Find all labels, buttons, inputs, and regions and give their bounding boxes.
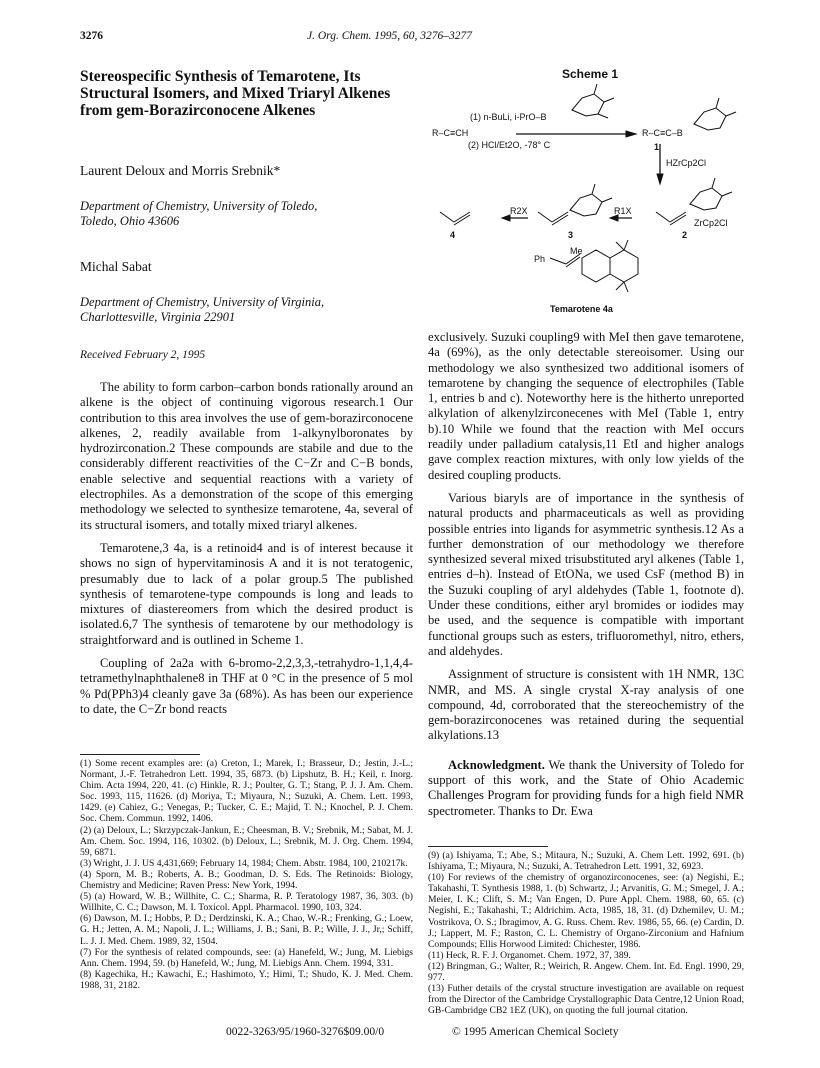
footnote: (12) Bringman, G.; Walter, R.; Weirich, R. Angew. Chem. Int. Ed. Engl. 1990, 29, 977. — [428, 960, 744, 984]
scheme-me: Me — [570, 246, 583, 256]
scheme-1 — [432, 62, 744, 322]
paragraph: The ability to form carbon–carbon bonds rationally around an alkene is the object of continuing vigorous research.1 Our contribution to this area involves the use of gem-borazirconocene alkenes, 2, readily available from 1-alkynylboronates by hydrozirconation.2 These compounds are stabile and due to the considerably different reactivities of the C−Zr and C−B bonds, enable selective and sequential reactions with a variety of electrophiles. As a demonstration of the scope of this emerging methodology we selected to synthesize temarotene, 4a, several of its structural isomers, and totally mixed triaryl alkenes. — [80, 380, 413, 532]
footnote: (1) Some recent examples are: (a) Creton, I.; Marek, I.; Brasseur, D.; Jestin, J.-L.; Normant, J.-F. Tetrahedron Lett. 1994, 35, 6873. (b) Lipshutz, B. H.; Keil, r. Inorg. Chim. Acta 1994, 220, 41. (c) Hinkle, R. J.; Poulter, G. T.; Stang, P. J. J. Am. Chem. Soc. 1993, 115, 11626. (d) Moriya, T.; Miyaura, N.; Suzuki, A. Chem. Lett. 1993, 1429. (e) Cahiez, G.; Venegas, P.; Tucker, C. E.; Majid, T. N.; Knochel, P. J. Chem. Soc. Chem. Commun. 1992, 1406. — [80, 758, 413, 825]
reaction-scheme-diagram — [432, 62, 744, 322]
footnote: (2) (a) Deloux, L.; Skrzypczak-Jankun, E.; Cheesman, B. V.; Srebnik, M.; Sabat, M. J. Am. Chem. Soc. 1994, 116, 10302. (b) Deloux, L.; Srebnik, M. J. Org. Chem. 1994, 59, 6871. — [80, 824, 413, 858]
compound-label-2: 2 — [682, 230, 688, 240]
footnote: (11) Heck, R. F. J. Organomet. Chem. 1972, 37, 389. — [428, 949, 631, 961]
paragraph: Assignment of structure is consistent with 1H NMR, 13C NMR, and MS. A single crystal X-ray analysis of one compound, 4d, corroborated that the stereochemistry of the gem-borazirconocenes was retained during the sequential alkylations.13 — [428, 667, 744, 743]
paragraph: Temarotene,3 4a, is a retinoid4 and is of interest because it shows no sign of hypervitaminosis A and it is not teratogenic, presumably due to lack of a polar group.5 The published synthesis of temarotene-type compounds is long and leads to mixtures of diastereomers from which the desired product is isolated.6,7 The synthesis of temarotene by our methodology is straightforward and is outlined in Scheme 1. — [80, 540, 413, 647]
paragraph: Various biaryls are of importance in the synthesis of natural products and pharmaceuticals as well as providing possible entries into ligands for asymmetric synthesis.12 As a further demonstration of our methodology we therefore synthesized several mixed trisubstituted aryl alkenes (Table 1, entries d–h). Instead of EtONa, we used CsF (method B) in the Suzuki coupling of aryl aldehydes (Table 1, footnote d). Under these conditions, either aryl bromides or iodides may be used, and the sequence is compatible with important functional groups such as esters, trifluoromethyl, nitro, ethers, and aldehydes. — [428, 490, 744, 658]
right-body — [428, 330, 744, 819]
footnote: (9) (a) Ishiyama, T.; Abe, S.; Mitaura, N.; Suzuki, A. Chem Lett. 1992, 691. (b) Ishiyama, T.; Miyaura, N.; Suzuki, A. Tetrahedron Lett. 1991, 32, 6923. — [428, 850, 744, 873]
paragraph: Coupling of 2a2a with 6-bromo-2,2,3,3,-tetrahydro-1,1,4,4-tetramethylnaphthalene8 in THF at 0 °C in the presence of 5 mol % Pd(PPh3)4 cleanly gave 3a (68%). As has been our experience to date, the C−Zr bond reacts — [80, 656, 413, 716]
authors-primary: Laurent Deloux and Morris Srebnik* — [80, 163, 281, 178]
footnote: (8) Kagechika, H.; Kawachi, E.; Hashimoto, Y.; Himi, T.; Shudo, K. J. Med. Chem. 1988, 31, 2182. — [80, 968, 413, 991]
footnote-divider — [80, 754, 200, 755]
scheme-ph: Ph — [534, 254, 546, 264]
scheme-reagent-3: HZrCp2Cl — [666, 158, 707, 168]
scheme-zr-group: ZrCp2Cl — [694, 218, 728, 228]
scheme-label: Scheme 1 — [562, 67, 619, 81]
scheme-reagent-2: (2) HCl/Et2O, -78° C — [468, 140, 551, 150]
compound-label-3: 3 — [568, 230, 574, 240]
footnote: (4) Sporn, M. B.; Roberts, A. B.; Goodman, D. S. Eds. The Retinoids: Biology, Chemistry and Medicine; Raven Press: New York, 1994. — [80, 868, 413, 892]
authors-secondary: Michal Sabat — [80, 259, 152, 274]
footnote: (10) For reviews of the chemistry of organozirconocenes, see: (a) Negishi, E.; Takahashi, T. Synthesis 1988, 1. (b) Schwartz, J.; Arvanitis, G. M.; Smegel, J. A.; Meier, I. K.; Clift, S. M.; Van Engen, D. Pure Appl. Chem. 1988, 60, 65. (c) Negishi, E.; Takahashi, T.; Aldrichim. Acta, 1985, 18, 31. (d) Dzhemilev, U. M.; Vostrikova, O. S.; Ibragimov, A. G. Russ. Chem. Rev. 1986, 55, 66. (e) Cardin, D. J.; Lappert, M. F.; Raston, C. L. Chemistry of Organo-Zirconium and Hafnium Compounds; Ellis Horwood Limited: Chichester, 1986. — [428, 872, 744, 950]
footnote-divider — [428, 846, 548, 847]
paragraph: exclusively. Suzuki coupling9 with MeI then gave temarotene, 4a (69%), as the only detectable stereoisomer. Using our methodology we also synthesized two additional isomers of temarotene by changing the sequence of electrophiles (Table 1, entries b and c). Noteworthy here is the hitherto unreported alkylation of alkenylzirconecenes with MeI (Table 1, entry b).10 While we found that the reaction with MeI occurs readily under palladium catalysis,11 EtI and higher analogs gave complex reaction mixtures, with only low yields of the desired coupling products. — [428, 330, 744, 482]
temarotene-label: Temarotene 4a — [550, 304, 613, 314]
scheme-product-1: R–C≡C–B — [642, 128, 683, 138]
acknowledgment-heading: Acknowledgment. — [448, 757, 545, 772]
copyright: © 1995 American Chemical Society — [452, 1026, 619, 1038]
compound-label-1: 1 — [654, 142, 660, 152]
running-header: J. Org. Chem. 1995, 60, 3276–3277 — [307, 30, 473, 42]
scheme-reagent-1: (1) n-BuLi, i-PrO–B — [470, 112, 547, 122]
article-title: Stereospecific Synthesis of Temarotene, Its Structural Isomers, and Mixed Triaryl Alkenes from gem-Borazirconocene Alkenes — [80, 68, 391, 119]
footnote: (3) Wright, J. J. US 4,431,669; February 14, 1984; Chem. Abstr. 1984, 100, 210217k. — [80, 857, 408, 869]
journal-code: 0022-3263/95/1960-3276$09.00/0 — [226, 1026, 385, 1038]
footnote: (13) Futher details of the crystal structure investigation are available on request from the Director of the Cambridge Crystallographic Data Centre,12 Union Road, GB-Cambridge CB2 1EZ (UK), on quoting the full journal citation. — [428, 983, 744, 1017]
scheme-start-material: R–C≡CH — [432, 128, 469, 138]
received-date: Received February 2, 1995 — [80, 349, 206, 361]
affiliation-virginia: Department of Chemistry, University of Virginia, Charlottesville, Virginia 22901 — [80, 295, 325, 324]
left-body — [80, 380, 413, 717]
acknowledgment — [428, 758, 744, 819]
acknowledgment-text: We thank the University of Toledo for support of this work, and the State of Ohio Academic Challenges Program for providing funds for a high field NMR spectrometer. Thanks to Dr. Ewa — [428, 757, 744, 818]
page-number: 3276 — [80, 30, 103, 42]
left-footnotes — [80, 758, 413, 991]
compound-label-4: 4 — [450, 230, 456, 240]
affiliation-toledo: Department of Chemistry, University of Toledo, Toledo, Ohio 43606 — [80, 199, 318, 228]
footnote: (5) (a) Howard, W. B.; Willhite, C. C.; Sharma, R. P. Teratology 1987, 36, 303. (b) Willhite, C. C.; Dawson, M. I. Toxicol. Appl. Pharmacol. 1990, 103, 324. — [80, 891, 413, 914]
footnote: (7) For the synthesis of related compounds, see: (a) Hanefeld, W.; Jung, M. Liebigs Ann. Chem. 1994, 59. (b) Hanefeld, W.; Jung, M. Liebigs Ann. Chem. 1994, 331. — [80, 946, 413, 969]
scheme-r2x: R2X — [510, 206, 528, 216]
right-footnotes — [428, 850, 744, 1016]
footnote: (6) Dawson, M. I.; Hobbs, P. D.; Derdzinski, K. A.; Chao, W.-R.; Frenking, G.; Loew, G. H.; Jetten, A. M.; Napoli, J. L.; Williams, J. B.; Sani, B. P.; Wille, J. J., Jr,; Schiff, L. J. J. Med. Chem. 1989, 32, 1504. — [80, 913, 413, 947]
scheme-r1x: R1X — [614, 206, 632, 216]
